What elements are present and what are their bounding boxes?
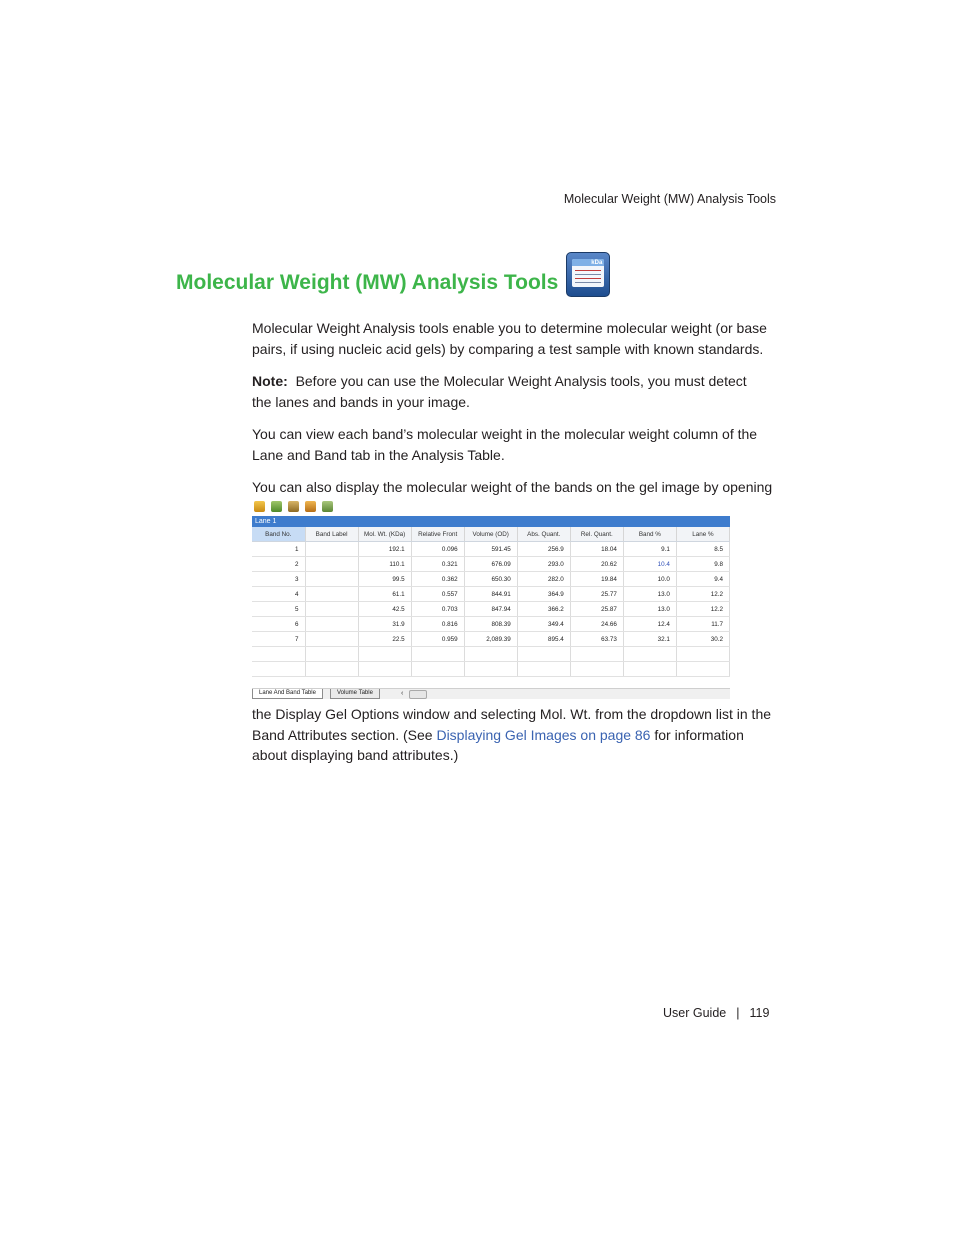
table-cell: 24.66 <box>570 617 623 632</box>
table-cell: 20.62 <box>570 557 623 572</box>
table-cell: 12.2 <box>676 587 729 602</box>
column-header[interactable]: Band Label <box>305 527 358 542</box>
table-cell <box>570 647 623 662</box>
table-cell <box>305 542 358 557</box>
table-cell: 6 <box>252 617 305 632</box>
table-cell: 844.91 <box>464 587 517 602</box>
column-header[interactable]: Volume (OD) <box>464 527 517 542</box>
column-header[interactable]: Mol. Wt. (KDa) <box>358 527 411 542</box>
table-cell: 808.39 <box>464 617 517 632</box>
empty-table-row <box>252 662 730 677</box>
table-cell: 110.1 <box>358 557 411 572</box>
table-cell <box>358 647 411 662</box>
table-cell <box>305 662 358 677</box>
table-cell: 0.816 <box>411 617 464 632</box>
copy-icon[interactable] <box>254 501 265 512</box>
table-cell: 13.0 <box>623 587 676 602</box>
table-cell <box>252 647 305 662</box>
table-cell: 19.84 <box>570 572 623 587</box>
options-text-after: for information about displaying band attributes.) <box>252 726 744 763</box>
table-cell <box>570 662 623 677</box>
running-head: Molecular Weight (MW) Analysis Tools <box>563 192 776 206</box>
table-row[interactable] <box>252 587 730 602</box>
table-cell <box>358 662 411 677</box>
table-cell: 366.2 <box>517 602 570 617</box>
table-cell <box>252 662 305 677</box>
table-cell: 12.4 <box>623 617 676 632</box>
scroll-left-icon[interactable]: ‹ <box>401 690 404 697</box>
table-cell <box>305 647 358 662</box>
table-cell: 349.4 <box>517 617 570 632</box>
display-paragraph <box>252 477 777 498</box>
analysis-table-screenshot <box>252 499 730 700</box>
table-cell: 13.0 <box>623 602 676 617</box>
kda-icon-label: kDa <box>591 260 603 266</box>
table-cell: 3 <box>252 572 305 587</box>
table-cell: 2 <box>252 557 305 572</box>
note-paragraph <box>252 371 747 412</box>
table-cell <box>623 647 676 662</box>
table-cell: 676.09 <box>464 557 517 572</box>
table-cell: 0.321 <box>411 557 464 572</box>
table-cell: 282.0 <box>517 572 570 587</box>
table-row[interactable] <box>252 557 730 572</box>
table-row[interactable] <box>252 572 730 587</box>
table-cell: 192.1 <box>358 542 411 557</box>
table-cell: 9.8 <box>676 557 729 572</box>
section-title-row <box>176 252 610 297</box>
table-cell <box>517 647 570 662</box>
column-header[interactable]: Lane % <box>676 527 729 542</box>
table-cell: 61.1 <box>358 587 411 602</box>
table-cell <box>305 557 358 572</box>
column-header[interactable]: Band No. <box>252 527 305 542</box>
footer-guide: User Guide <box>663 1006 727 1020</box>
table-cell: 30.2 <box>676 632 729 647</box>
table-cell <box>464 647 517 662</box>
table-cell <box>411 647 464 662</box>
table-cell: 10.0 <box>623 572 676 587</box>
table-cell: 5 <box>252 602 305 617</box>
table-cell: 293.0 <box>517 557 570 572</box>
table-cell <box>464 662 517 677</box>
horizontal-scrollbar-thumb[interactable] <box>409 690 427 699</box>
table-cell: 0.362 <box>411 572 464 587</box>
edit-icon[interactable] <box>271 501 282 512</box>
table-cell: 63.73 <box>570 632 623 647</box>
table-cell: 364.9 <box>517 587 570 602</box>
table-row[interactable] <box>252 602 730 617</box>
table-cell: 9.1 <box>623 542 676 557</box>
table-cell: 22.5 <box>358 632 411 647</box>
table-cell: 32.1 <box>623 632 676 647</box>
table-cell: 847.94 <box>464 602 517 617</box>
table-cell: 0.096 <box>411 542 464 557</box>
table-row[interactable] <box>252 632 730 647</box>
view-text: You can view each band’s molecular weight in the molecular weight column of the Lane and Band tab in the Analysis Table. <box>252 426 758 463</box>
mw-analysis-kda-icon <box>566 252 610 297</box>
note-label: Note: <box>252 373 288 389</box>
table-cell: 99.5 <box>358 572 411 587</box>
empty-table-row <box>252 647 730 662</box>
page-number: 119 <box>749 1006 770 1020</box>
table-cell: 7 <box>252 632 305 647</box>
table-cell: 591.45 <box>464 542 517 557</box>
table-cell: 25.87 <box>570 602 623 617</box>
table-cell: 12.2 <box>676 602 729 617</box>
tab-volume-table[interactable]: Volume Table <box>330 689 380 699</box>
table-cell <box>305 602 358 617</box>
table-cell <box>676 662 729 677</box>
table-cell: 8.5 <box>676 542 729 557</box>
table-cell: 1 <box>252 542 305 557</box>
table-cell: 18.04 <box>570 542 623 557</box>
intro-paragraph <box>252 318 777 359</box>
table-row[interactable] <box>252 617 730 632</box>
table-cell: 0.557 <box>411 587 464 602</box>
export-icon[interactable] <box>305 501 316 512</box>
table-row[interactable] <box>252 542 730 557</box>
table-cell: 25.77 <box>570 587 623 602</box>
table-cell: 0.703 <box>411 602 464 617</box>
table-cell: 11.7 <box>676 617 729 632</box>
analysis-toolbar <box>252 499 730 514</box>
tab-lane-and-band-table[interactable]: Lane And Band Table <box>252 689 323 699</box>
lane-header[interactable]: Lane 1 <box>252 516 730 527</box>
table-cell <box>623 662 676 677</box>
table-cell: 31.9 <box>358 617 411 632</box>
lane-band-table <box>252 527 730 677</box>
print-icon[interactable] <box>322 501 333 512</box>
table-cell <box>517 662 570 677</box>
table-cell: 650.30 <box>464 572 517 587</box>
page-title: Molecular Weight (MW) Analysis Tools <box>176 271 559 294</box>
table-tabs-bar <box>252 688 730 699</box>
table-cell: 0.959 <box>411 632 464 647</box>
footer-separator: | <box>736 1006 740 1020</box>
table-cell <box>305 617 358 632</box>
table-cell <box>676 647 729 662</box>
display-text: You can also display the molecular weight of the bands on the gel image by opening <box>252 479 773 495</box>
column-header[interactable]: Abs. Quant. <box>517 527 570 542</box>
view-paragraph <box>252 424 777 465</box>
column-header[interactable]: Rel. Quant. <box>570 527 623 542</box>
page-footer <box>663 1006 769 1020</box>
displaying-gel-images-link[interactable]: Displaying Gel Images on page 86 <box>436 726 651 743</box>
table-cell <box>305 572 358 587</box>
table-cell: 256.9 <box>517 542 570 557</box>
options-paragraph <box>252 704 777 766</box>
note-text: Before you can use the Molecular Weight Analysis tools, you must detect the lanes and bands in your image. <box>252 373 747 410</box>
table-cell <box>305 632 358 647</box>
table-cell: 895.4 <box>517 632 570 647</box>
save-icon[interactable] <box>288 501 299 512</box>
column-header[interactable]: Band % <box>623 527 676 542</box>
column-header[interactable]: Relative Front <box>411 527 464 542</box>
table-cell: 4 <box>252 587 305 602</box>
options-text-before: the Display Gel Options window and selecting Mol. Wt. from the dropdown list in the Band Attributes section. (See <box>252 706 772 743</box>
intro-text: Molecular Weight Analysis tools enable you to determine molecular weight (or base pairs, if using nucleic acid gels) by comparing a test sample with known standards. <box>252 320 767 357</box>
table-cell: 42.5 <box>358 602 411 617</box>
table-cell: 2,089.39 <box>464 632 517 647</box>
table-cell <box>411 662 464 677</box>
table-cell <box>305 587 358 602</box>
table-cell: 9.4 <box>676 572 729 587</box>
table-cell: 10.4 <box>623 557 676 572</box>
